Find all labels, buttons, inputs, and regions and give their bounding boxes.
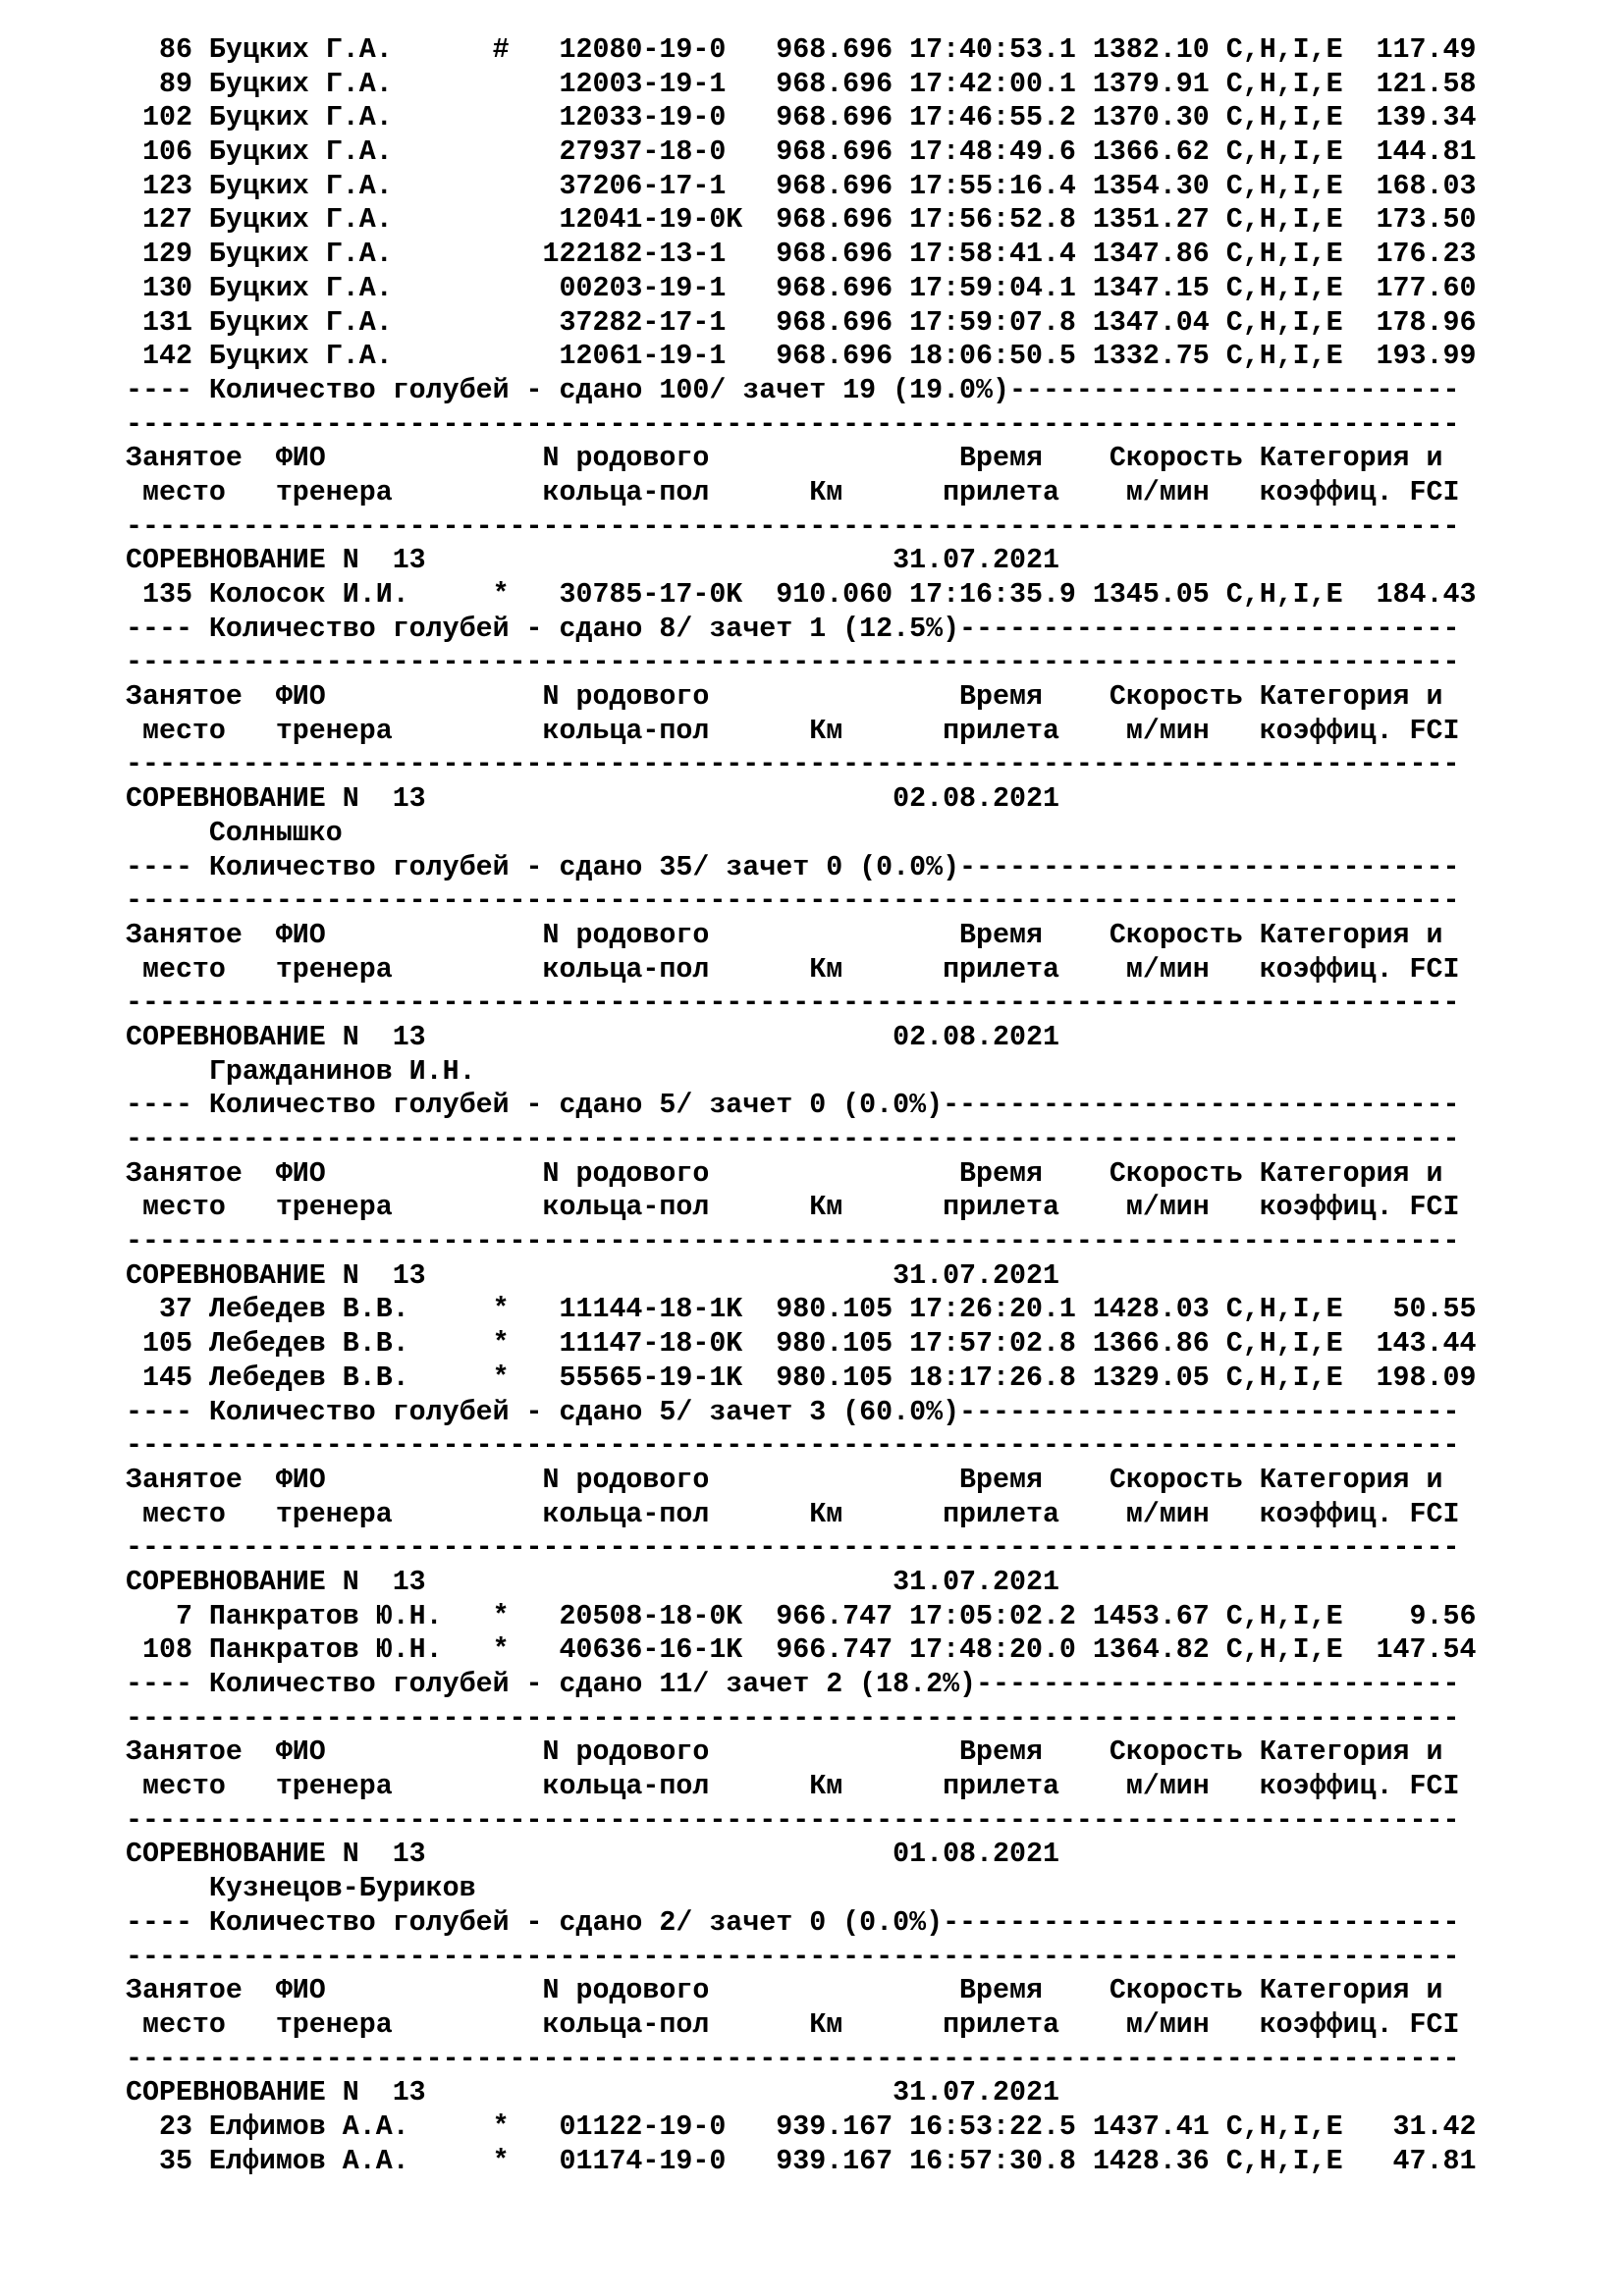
document-line: -------------------------------------------------------------------------------- bbox=[126, 1430, 1460, 1463]
document-line: -------------------------------------------------------------------------------- bbox=[126, 1532, 1460, 1565]
document-line: СОРЕВНОВАНИЕ N 13 31.07.2021 bbox=[126, 545, 1059, 577]
document-line: -------------------------------------------------------------------------------- bbox=[126, 885, 1460, 918]
document-line: Занятое ФИО N родового Время Скорость Категория и bbox=[126, 919, 1443, 951]
document-line: Занятое ФИО N родового Время Скорость Категория и bbox=[126, 1736, 1443, 1769]
document-line: 127 Буцких Г.А. 12041-19-0K 968.696 17:56:52.8 1351.27 C,H,I,E 173.50 bbox=[126, 204, 1477, 237]
document-line: ---- Количество голубей - сдано 2/ зачет 0 (0.0%)------------------------------- bbox=[126, 1906, 1460, 1939]
document-line: -------------------------------------------------------------------------------- bbox=[126, 1702, 1460, 1735]
document-line: -------------------------------------------------------------------------------- bbox=[126, 988, 1460, 1020]
document-line: 105 Лебедев В.В. * 11147-18-0K 980.105 17:57:02.8 1366.86 C,H,I,E 143.44 bbox=[126, 1328, 1477, 1361]
document-line: Занятое ФИО N родового Время Скорость Категория и bbox=[126, 681, 1443, 714]
document-line: Занятое ФИО N родового Время Скорость Категория и bbox=[126, 1464, 1443, 1496]
document-line: место тренера кольца-пол Км прилета м/мин коэффиц. FCI bbox=[126, 2008, 1460, 2041]
document-line: 108 Панкратов Ю.Н. * 40636-16-1K 966.747 17:48:20.0 1364.82 C,H,I,E 147.54 bbox=[126, 1634, 1477, 1667]
document-line: место тренера кольца-пол Км прилета м/мин коэффиц. FCI bbox=[126, 1192, 1460, 1224]
document-line: Занятое ФИО N родового Время Скорость Категория и bbox=[126, 1157, 1443, 1190]
document-line: 37 Лебедев В.В. * 11144-18-1K 980.105 17:26:20.1 1428.03 C,H,I,E 50.55 bbox=[126, 1294, 1477, 1326]
document-line: -------------------------------------------------------------------------------- bbox=[126, 749, 1460, 781]
document-line: СОРЕВНОВАНИЕ N 13 02.08.2021 bbox=[126, 1021, 1059, 1053]
document-line: 86 Буцких Г.А. # 12080-19-0 968.696 17:40:53.1 1382.10 C,H,I,E 117.49 bbox=[126, 34, 1477, 66]
document-line: -------------------------------------------------------------------------------- bbox=[126, 510, 1460, 543]
document-line: -------------------------------------------------------------------------------- bbox=[126, 1226, 1460, 1258]
document-line: СОРЕВНОВАНИЕ N 13 31.07.2021 bbox=[126, 1566, 1059, 1598]
document-line: Гражданинов И.Н. bbox=[126, 1055, 476, 1088]
document-line: 135 Колосок И.И. * 30785-17-0K 910.060 17:16:35.9 1345.05 C,H,I,E 184.43 bbox=[126, 579, 1477, 611]
document-line: 23 Елфимов А.А. * 01122-19-0 939.167 16:53:22.5 1437.41 C,H,I,E 31.42 bbox=[126, 2110, 1477, 2143]
document-line: -------------------------------------------------------------------------------- bbox=[126, 647, 1460, 679]
document-line: Кузнецов-Буриков bbox=[126, 1873, 476, 1905]
document-line: 130 Буцких Г.А. 00203-19-1 968.696 17:59:04.1 1347.15 C,H,I,E 177.60 bbox=[126, 272, 1477, 304]
document-line: -------------------------------------------------------------------------------- bbox=[126, 408, 1460, 441]
results-document bbox=[126, 33, 1476, 2178]
document-line: ---- Количество голубей - сдано 35/ зачет 0 (0.0%)------------------------------ bbox=[126, 851, 1460, 883]
document-line: -------------------------------------------------------------------------------- bbox=[126, 2043, 1460, 2075]
document-line: -------------------------------------------------------------------------------- bbox=[126, 1124, 1460, 1155]
document-line: ---- Количество голубей - сдано 8/ зачет 1 (12.5%)------------------------------ bbox=[126, 613, 1460, 645]
document-line: 131 Буцких Г.А. 37282-17-1 968.696 17:59:07.8 1347.04 C,H,I,E 178.96 bbox=[126, 306, 1477, 339]
document-line: СОРЕВНОВАНИЕ N 13 31.07.2021 bbox=[126, 1259, 1059, 1292]
document-line: место тренера кольца-пол Км прилета м/мин коэффиц. FCI bbox=[126, 1771, 1460, 1803]
document-line: 142 Буцких Г.А. 12061-19-1 968.696 18:06:50.5 1332.75 C,H,I,E 193.99 bbox=[126, 341, 1477, 373]
document-line: Занятое ФИО N родового Время Скорость Категория и bbox=[126, 1975, 1443, 2007]
document-line: Занятое ФИО N родового Время Скорость Категория и bbox=[126, 443, 1443, 475]
document-line: ---- Количество голубей - сдано 100/ зачет 19 (19.0%)--------------------------- bbox=[126, 374, 1460, 406]
document-line: ---- Количество голубей - сдано 5/ зачет 3 (60.0%)------------------------------ bbox=[126, 1396, 1460, 1428]
document-line: 35 Елфимов А.А. * 01174-19-0 939.167 16:57:30.8 1428.36 C,H,I,E 47.81 bbox=[126, 2145, 1477, 2177]
document-line: СОРЕВНОВАНИЕ N 13 02.08.2021 bbox=[126, 783, 1059, 816]
document-line: место тренера кольца-пол Км прилета м/мин коэффиц. FCI bbox=[126, 715, 1460, 747]
document-line: -------------------------------------------------------------------------------- bbox=[126, 1941, 1460, 1973]
document-line: 89 Буцких Г.А. 12003-19-1 968.696 17:42:00.1 1379.91 C,H,I,E 121.58 bbox=[126, 68, 1477, 100]
document-line: 106 Буцких Г.А. 27937-18-0 968.696 17:48:49.6 1366.62 C,H,I,E 144.81 bbox=[126, 136, 1477, 169]
document-line: ---- Количество голубей - сдано 11/ зачет 2 (18.2%)----------------------------- bbox=[126, 1669, 1460, 1700]
document-line: место тренера кольца-пол Км прилета м/мин коэффиц. FCI bbox=[126, 476, 1460, 508]
document-line: место тренера кольца-пол Км прилета м/мин коэффиц. FCI bbox=[126, 1498, 1460, 1530]
document-line: ---- Количество голубей - сдано 5/ зачет 0 (0.0%)------------------------------- bbox=[126, 1090, 1460, 1122]
document-line: -------------------------------------------------------------------------------- bbox=[126, 1804, 1460, 1837]
document-line: 102 Буцких Г.А. 12033-19-0 968.696 17:46:55.2 1370.30 C,H,I,E 139.34 bbox=[126, 102, 1477, 134]
document-line: 123 Буцких Г.А. 37206-17-1 968.696 17:55:16.4 1354.30 C,H,I,E 168.03 bbox=[126, 170, 1477, 202]
document-line: 129 Буцких Г.А. 122182-13-1 968.696 17:58:41.4 1347.86 C,H,I,E 176.23 bbox=[126, 239, 1477, 271]
document-line: 145 Лебедев В.В. * 55565-19-1K 980.105 18:17:26.8 1329.05 C,H,I,E 198.09 bbox=[126, 1362, 1477, 1394]
document-line: СОРЕВНОВАНИЕ N 13 01.08.2021 bbox=[126, 1839, 1059, 1871]
document-line: 7 Панкратов Ю.Н. * 20508-18-0K 966.747 17:05:02.2 1453.67 C,H,I,E 9.56 bbox=[126, 1600, 1477, 1632]
document-line: СОРЕВНОВАНИЕ N 13 31.07.2021 bbox=[126, 2077, 1059, 2109]
document-line: место тренера кольца-пол Км прилета м/мин коэффиц. FCI bbox=[126, 953, 1460, 986]
document-line: Солнышко bbox=[126, 817, 343, 849]
